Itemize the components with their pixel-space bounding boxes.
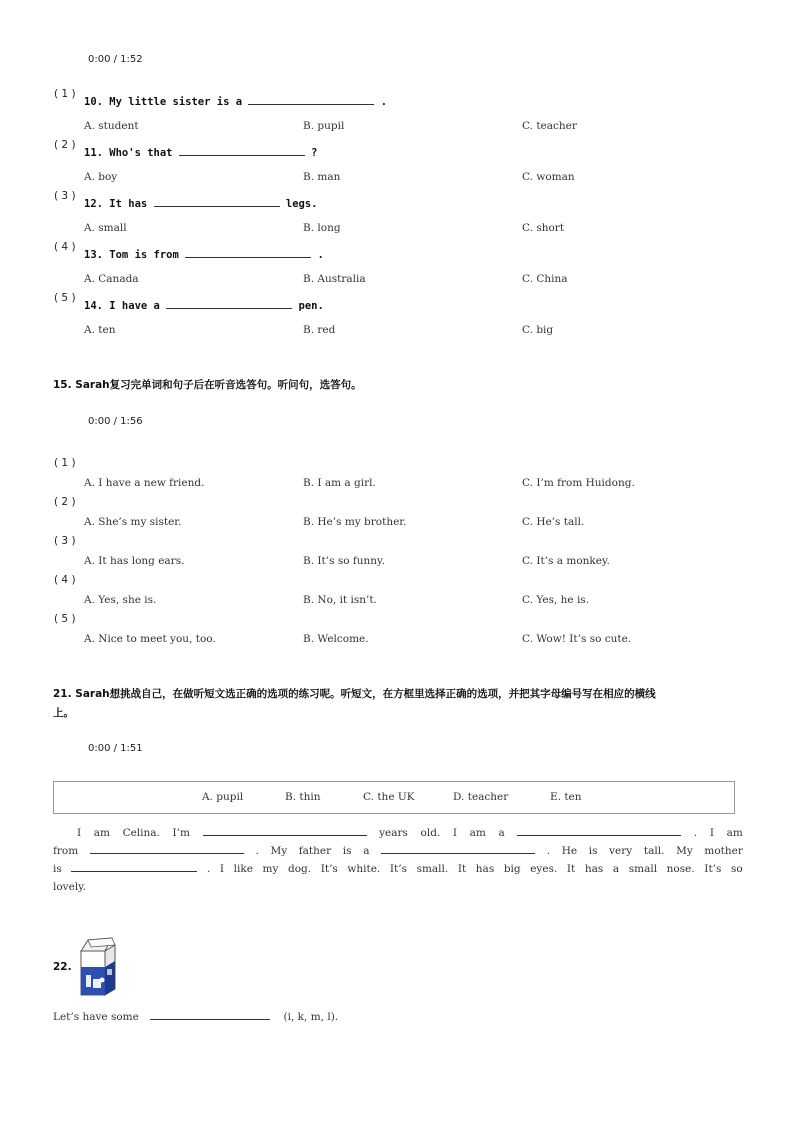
audio-timer[interactable]: 0:00 / 1:52	[88, 54, 143, 65]
item-number: ( 4 )	[54, 574, 76, 586]
fill-sentence: Let’s have some (i, k, m, l).	[53, 1011, 339, 1023]
item-number: ( 5 )	[54, 613, 76, 625]
word-option: A. pupil	[202, 791, 244, 803]
passage-line: I am Celina. I’m years old. I am a . I am	[77, 827, 743, 839]
word-option: B. thin	[285, 791, 321, 803]
answer-blank[interactable]	[248, 94, 374, 105]
question-stem: 12. It has legs.	[84, 198, 318, 210]
question-stem: 14. I have a pen.	[84, 300, 324, 312]
option-a[interactable]: A. small	[84, 222, 127, 234]
option-b[interactable]: B. It’s so funny.	[303, 555, 385, 567]
question-stem: 13. Tom is from .	[84, 249, 324, 261]
option-b[interactable]: B. pupil	[303, 120, 345, 132]
answer-blank[interactable]	[517, 825, 681, 836]
answer-blank[interactable]	[185, 247, 311, 258]
section-heading: 21. Sarah想挑战自己，在做听短文选正确的选项的练习呢。听短文，在方框里选择正确的选项，并把其字母编号写在相应的横线	[53, 688, 656, 700]
answer-blank[interactable]	[203, 825, 367, 836]
item-number: ( 3 )	[54, 535, 76, 547]
option-a[interactable]: A. Nice to meet you, too.	[84, 633, 216, 645]
option-a[interactable]: A. student	[84, 120, 139, 132]
option-c[interactable]: C. big	[522, 324, 554, 336]
option-b[interactable]: B. No, it isn’t.	[303, 594, 377, 606]
section-heading: 15. Sarah复习完单词和句子后在听音选答句。听问句，选答句。	[53, 379, 362, 391]
option-c[interactable]: C. He’s tall.	[522, 516, 585, 528]
answer-blank[interactable]	[71, 861, 197, 872]
audio-timer[interactable]: 0:00 / 1:56	[88, 416, 143, 427]
word-option: C. the UK	[363, 791, 415, 803]
option-a[interactable]: A. Canada	[84, 273, 139, 285]
option-c[interactable]: C. short	[522, 222, 565, 234]
option-c[interactable]: C. Yes, he is.	[522, 594, 590, 606]
option-a[interactable]: A. I have a new friend.	[84, 477, 205, 489]
question-stem: 11. Who's that ?	[84, 147, 318, 159]
question-stem: 10. My little sister is a .	[84, 96, 388, 108]
option-c[interactable]: C. Wow! It’s so cute.	[522, 633, 632, 645]
option-a[interactable]: A. ten	[84, 324, 116, 336]
option-c[interactable]: C. teacher	[522, 120, 577, 132]
question-number: 22.	[53, 961, 72, 973]
passage-line: is . I like my dog. It’s white. It’s small. It has big eyes. It has a small nose. It’s so	[53, 863, 743, 875]
option-b[interactable]: B. red	[303, 324, 336, 336]
option-c[interactable]: C. I’m from Huidong.	[522, 477, 635, 489]
option-b[interactable]: B. Australia	[303, 273, 366, 285]
answer-blank[interactable]	[154, 196, 280, 207]
option-c[interactable]: C. woman	[522, 171, 575, 183]
option-a[interactable]: A. Yes, she is.	[84, 594, 157, 606]
answer-blank[interactable]	[150, 1009, 270, 1020]
answer-blank[interactable]	[90, 843, 244, 854]
item-number: ( 4 )	[54, 241, 76, 253]
option-b[interactable]: B. He’s my brother.	[303, 516, 407, 528]
option-c[interactable]: C. It’s a monkey.	[522, 555, 610, 567]
option-a[interactable]: A. It has long ears.	[84, 555, 185, 567]
audio-timer[interactable]: 0:00 / 1:51	[88, 743, 143, 754]
section-heading-cont: 上。	[53, 707, 74, 719]
item-number: ( 2 )	[54, 496, 76, 508]
answer-blank[interactable]	[166, 298, 292, 309]
item-number: ( 3 )	[54, 190, 76, 202]
item-number: ( 2 )	[54, 139, 76, 151]
option-b[interactable]: B. I am a girl.	[303, 477, 376, 489]
option-b[interactable]: B. long	[303, 222, 341, 234]
milk-carton-image	[78, 937, 118, 1002]
word-option: D. teacher	[453, 791, 509, 803]
option-a[interactable]: A. She’s my sister.	[84, 516, 182, 528]
option-b[interactable]: B. Welcome.	[303, 633, 369, 645]
item-number: ( 1 )	[54, 88, 76, 100]
passage-line: lovely.	[53, 881, 87, 893]
option-c[interactable]: C. China	[522, 273, 568, 285]
item-number: ( 5 )	[54, 292, 76, 304]
answer-blank[interactable]	[179, 145, 305, 156]
option-a[interactable]: A. boy	[84, 171, 118, 183]
item-number: ( 1 )	[54, 457, 76, 469]
word-option: E. ten	[550, 791, 582, 803]
passage-line: from . My father is a . He is very tall. My mother	[53, 845, 743, 857]
answer-blank[interactable]	[381, 843, 535, 854]
option-b[interactable]: B. man	[303, 171, 341, 183]
